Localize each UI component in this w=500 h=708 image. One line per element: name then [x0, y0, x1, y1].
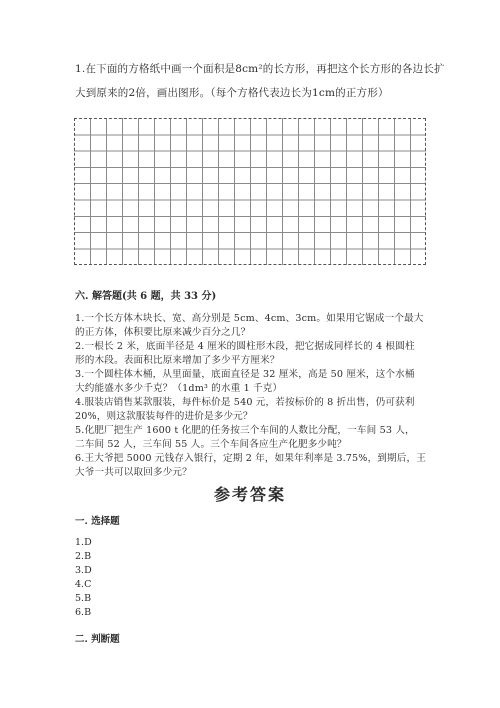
judge-section-title: 二. 判断题	[75, 634, 120, 645]
answers-title: 参考答案	[213, 485, 286, 504]
section6-line: 5.化肥厂把生产 1600 t 化肥的任务按三个车间的人数比分配，一车间 53 人，	[75, 425, 415, 436]
section6-line: 的正方体，体积要比原来减少百分之几？	[75, 327, 251, 338]
answer-item: 3.D	[75, 565, 92, 576]
answer-item: 2.B	[75, 551, 92, 562]
answer-item: 6.B	[75, 607, 92, 618]
section6-line: 4.服装店销售某款服装，每件标价是 540 元，若按标价的 8 折出售，仍可获利	[75, 397, 415, 408]
answer-item: 1.D	[75, 537, 92, 548]
section6-title: 六. 解答题(共 6 题，共 33 分)	[75, 291, 217, 302]
problem1-line2: 大到原来的2倍，画出图形。（每个方格代表边长为1cm的正方形）	[75, 87, 389, 99]
section6-line: 3.一个圆柱体木桶，从里面量，底面直径是 32 厘米，高是 50 厘米，这个水桶	[75, 369, 415, 380]
answer-item: 4.C	[75, 579, 92, 590]
section6-line: 6.王大爷把 5000 元钱存入银行，定期 2 年，如果年利率是 3.75%，到期后，王	[75, 453, 427, 464]
problem1-line1: 1.在下面的方格纸中画一个面积是8cm²的长方形，再把这个长方形的各边长扩	[75, 63, 445, 75]
section6-line: 二车间 52 人，三车间 55 人。三个车间各应生产化肥多少吨？	[75, 439, 347, 450]
choice-section-title: 一. 选择题	[75, 516, 120, 527]
section6-line: 20%，则这款服装每件的进价是多少元？	[75, 411, 253, 422]
graph-paper-grid	[74, 118, 426, 265]
section6-line: 2.一根长 2 米，底面半径是 4 厘米的圆柱形木段，把它据成同样长的 4 根圆柱	[75, 341, 415, 352]
section6-line: 1.一个长方体木块长、宽、高分别是 5cm、4cm、3cm。如果用它锯成一个最大	[75, 313, 424, 324]
answer-item: 5.B	[75, 593, 92, 604]
section6-line: 大约能盛水多少千克？（1dm³ 的水重 1 千克）	[75, 383, 283, 394]
section6-line: 形的木段。表面积比原来增加了多少平方厘米？	[75, 355, 280, 366]
section6-line: 大爷一共可以取回多少元？	[75, 467, 192, 478]
